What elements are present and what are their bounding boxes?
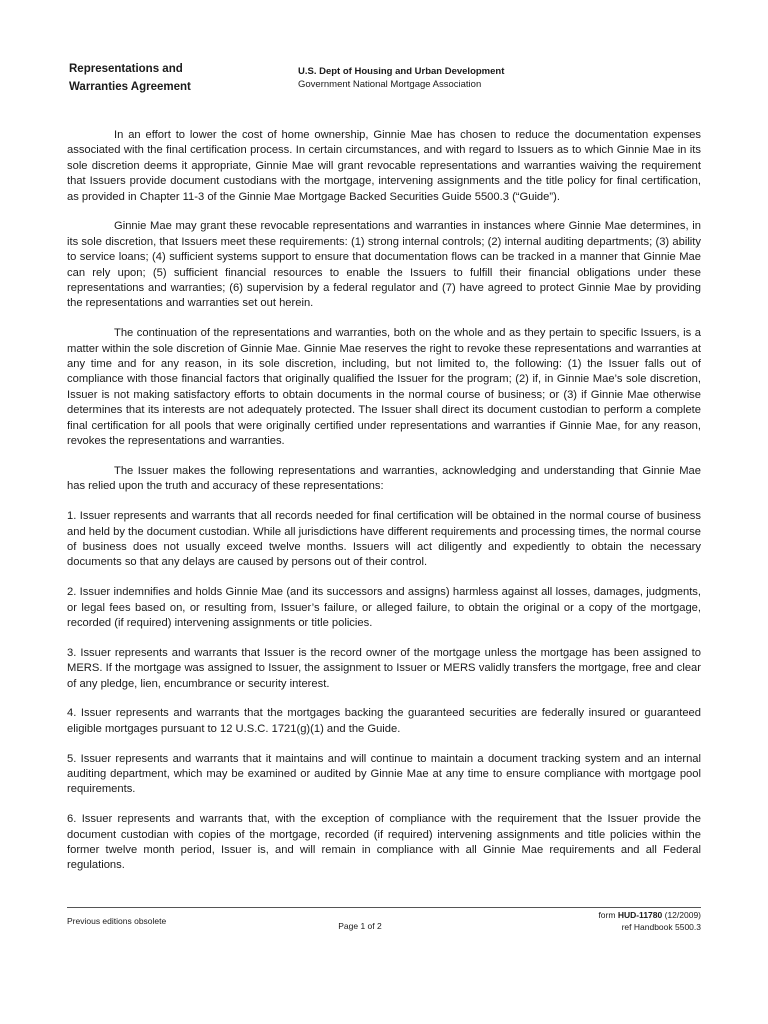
agency-name: U.S. Dept of Housing and Urban Development (298, 66, 505, 77)
form-id-line (598, 909, 701, 921)
list-item-2: 2. Issuer indemnifies and holds Ginnie Mae (and its successors and assigns) harmless against all losses, damages, judgments, or legal fees based on, or resulting from, Issuer’s failure, or alleged failure, to obtain the original or a copy of the mortgage, recorded (if required) intervening assignments or title policies. (67, 586, 701, 629)
paragraph-continuation: The continuation of the representations and warranties, both on the whole and as they pertain to specific Issuers, is a matter within the sole discretion of Ginnie Mae. Ginnie Mae reserves the right to revoke these representations and warranties at any time and for any reason, in its sole discretion, including, but not limited to, the following: (1) the Issuer falls out of compliance with those financial factors that originally qualified the Issuer for the program; (2) if, in Ginnie Mae’s sole discretion, Issuer is not making satisfactory efforts to obtain documents in the normal course of business; or (3) if Ginnie Mae otherwise determines that its interests are not adequately protected. The Issuer shall direct its document custodian to perform a complete final certification for all pools that were originally certified under representations and warranties if Ginnie Mae, for any reason, revokes the representations and warranties. (67, 327, 701, 448)
document-body (67, 128, 701, 874)
page-number: Page 1 of 2 (338, 921, 382, 931)
form-date: (12/2009) (664, 910, 701, 920)
footer-note: Previous editions obsolete (67, 916, 167, 926)
form-prefix: form (598, 910, 616, 920)
form-number: HUD-11780 (617, 910, 663, 920)
paragraph-representations-intro: The Issuer makes the following representations and warranties, acknowledging and understanding that Ginnie Mae has relied upon the truth and accuracy of these representations: (67, 464, 701, 493)
list-item-3: 3. Issuer represents and warrants that Issuer is the record owner of the mortgage unless the mortgage has been assigned to MERS. If the mortgage was assigned to Issuer, the assignment to Issuer or MERS validly transfers the mortgage, free and clear of any pledge, lien, encumbrance or security interest. (67, 646, 701, 690)
footer-divider (67, 907, 701, 908)
list-item-5: 5. Issuer represents and warrants that it maintains and will continue to maintain a document tracking system and an internal auditing department, which may be examined or audited by Ginnie Mae at any time to ensure compliance with mortgage pool requirements. (67, 752, 701, 796)
form-reference (598, 909, 701, 933)
list-item-1: 1. Issuer represents and warrants that all records needed for final certification will be obtained in the normal course of business and held by the document custodian. While all jurisdictions have different requirements and processing times, the normal course of business does not usually exceed twelve months. Issuers will act diligently and expediently to obtain the necessary documents so that any delays are caused by persons out of their control. (67, 510, 701, 569)
agency-block (298, 65, 598, 91)
paragraph-requirements: Ginnie Mae may grant these revocable representations and warranties in instances where Ginnie Mae determines, in its sole discretion, that Issuers meet these requirements: (1) strong internal controls; (2) internal auditing departments; (3) ability to service loans; (4) sufficient systems support to ensure that documentation flows can be tracked in a manner that Ginnie Mae can rely upon; (5) sufficient financial resources to enable the Issuers to fulfill their financial obligations under these representations and warranties; (6) supervision by a federal regulator and (7) have agreed to protect Ginnie Mae by providing the representations and warranties set out herein. (67, 220, 701, 310)
paragraph-intro: In an effort to lower the cost of home ownership, Ginnie Mae has chosen to reduce the documentation expenses associated with the final certification process. In certain circumstances, and with regard to Issuers as to which Ginnie Mae in its sole discretion deems it appropriate, Ginnie Mae will grant revocable representations and warranties waiving the requirement that Issuers provide document custodians with the mortgage, intervening assignments and the title policy for final certification, as provided in Chapter 11-3 of the Ginnie Mae Mortgage Backed Securities Guide 5500.3 (“Guide”). (67, 129, 701, 203)
document-title-line-1: Representations and (69, 63, 183, 75)
document-title-line-2: Warranties Agreement (69, 81, 191, 93)
sub-agency-name: Government National Mortgage Association (298, 79, 482, 90)
document-title (69, 60, 269, 96)
handbook-reference: ref Handbook 5500.3 (621, 922, 701, 932)
list-item-6: 6. Issuer represents and warrants that, with the exception of compliance with the requirement that the Issuer provide the document custodian with copies of the mortgage, recorded (if required) intervening assignments and title policies within the former twelve month period, Issuer is, and will remain in compliance with all Ginnie Mae requirements and all Federal regulations. (67, 813, 701, 872)
list-item-4: 4. Issuer represents and warrants that the mortgages backing the guaranteed securities are federally insured or guaranteed eligible mortgages pursuant to 12 U.S.C. 1721(g)(1) and the Guide. (67, 707, 701, 735)
